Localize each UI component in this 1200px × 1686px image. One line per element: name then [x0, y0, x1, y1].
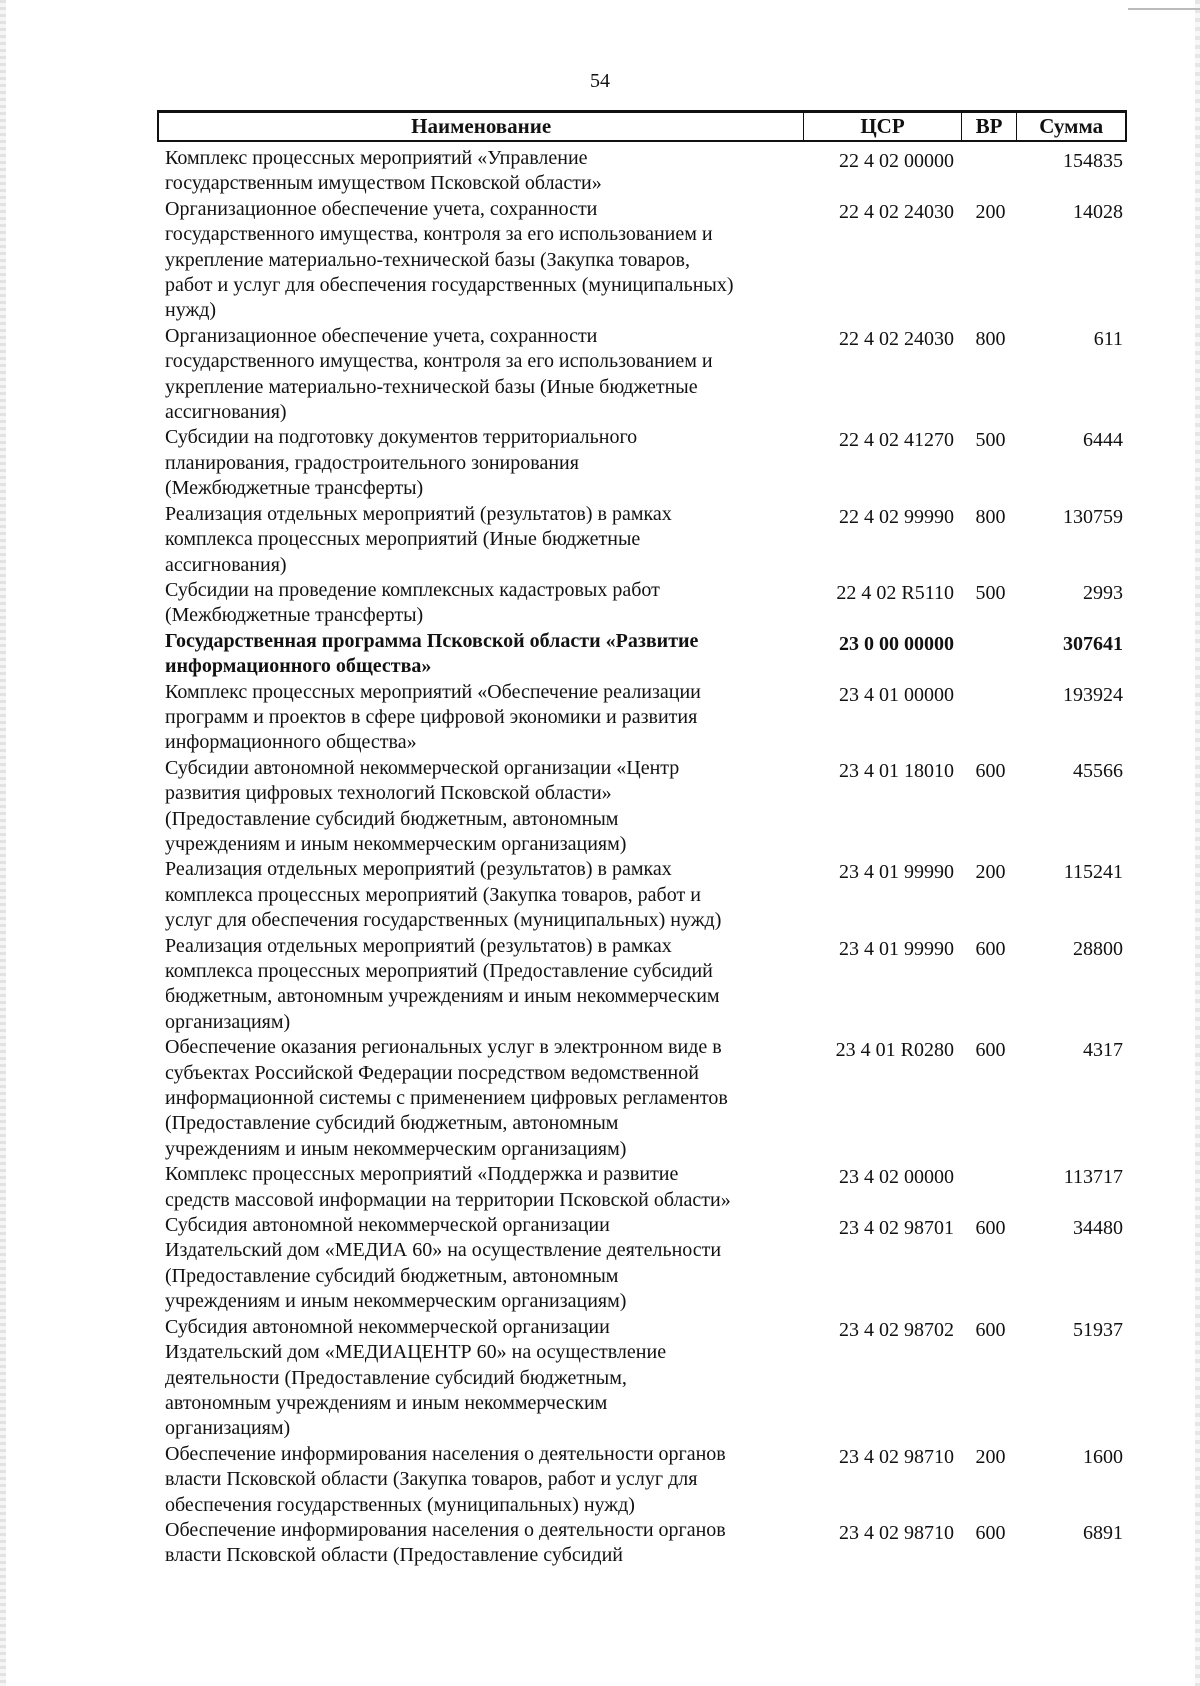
row-sum: 51937: [1073, 1318, 1123, 1341]
row-csr: 22 4 02 24030: [839, 200, 954, 223]
row-name: Субсидия автономной некоммерческой организации Издательский дом «МЕДИАЦЕНТР 60» на осуществление деятельности (Предоставление субсидий бюджетным, автономным учреждениям и иным некоммерческим организациям): [165, 1315, 667, 1440]
row-vr: 800: [975, 327, 1006, 350]
table-row: [157, 1035, 1127, 1162]
row-vr: [962, 680, 1019, 756]
row-sum: 14028: [1073, 200, 1123, 223]
table-row: [157, 934, 1127, 1036]
row-vr: 200: [975, 200, 1006, 223]
row-vr: [962, 146, 1019, 197]
row-sum: 28800: [1073, 937, 1123, 960]
row-vr: 800: [975, 505, 1006, 528]
row-name: Организационное обеспечение учета, сохранности государственного имущества, контроля за его использованием и укрепление материально-технической базы (Закупка товаров, работ и услуг для обеспечения государственных (муниципальных) нужд): [165, 197, 734, 322]
row-vr: 600: [975, 1521, 1006, 1544]
row-csr: 23 4 01 99990: [839, 861, 954, 884]
scan-edge-right: [1195, 0, 1200, 1686]
table-row: [157, 1162, 1127, 1213]
row-name: Реализация отдельных мероприятий (результатов) в рамках комплекса процессных мероприятий (Предоставление субсидий бюджетным, автономным учреждениям и иным некоммерческим организациям): [165, 934, 720, 1033]
row-sum: 2993: [1083, 581, 1123, 604]
row-csr: 23 4 02 98710: [839, 1521, 954, 1544]
row-name: Реализация отдельных мероприятий (результатов) в рамках комплекса процессных мероприятий (Закупка товаров, работ и услуг для обеспечения государственных (муниципальных) нужд): [165, 858, 722, 932]
row-csr: 22 4 02 99990: [839, 505, 954, 528]
header-sum: Сумма: [1039, 114, 1104, 138]
row-name: Обеспечение оказания региональных услуг в электронном виде в субъектах Российской Федерации посредством ведомственной информационной системы с применением цифровых регламентов (Предоставление субсидий бюджетным, автономным учреждениям и иным некоммерческим организациям): [165, 1036, 728, 1160]
row-vr: 200: [975, 861, 1006, 884]
table-row: [157, 1213, 1127, 1315]
row-name: Комплекс процессных мероприятий «Обеспечение реализации программ и проектов в сфере цифровой экономики и развития информационного общества»: [165, 680, 701, 754]
row-vr: 600: [975, 1217, 1006, 1240]
table-row: [157, 756, 1127, 858]
row-vr: 500: [975, 581, 1006, 604]
row-csr: 23 4 01 00000: [839, 683, 954, 706]
row-sum: 6891: [1083, 1521, 1123, 1544]
row-vr: 200: [975, 1445, 1006, 1468]
scan-corner-mark: [1128, 8, 1200, 10]
row-csr: 23 4 01 R0280: [835, 1039, 954, 1062]
row-csr: 22 4 02 41270: [839, 429, 954, 452]
table-row: [157, 1442, 1127, 1518]
table-header: [157, 110, 1127, 142]
row-name: Субсидии на проведение комплексных кадастровых работ (Межбюджетные трансферты): [165, 578, 660, 627]
page-number: 54: [590, 70, 610, 92]
table-row: [157, 680, 1127, 756]
row-name: Обеспечение информирования населения о деятельности органов власти Псковской области (Закупка товаров, работ и услуг для обеспечения государственных (муниципальных) нужд): [165, 1442, 726, 1516]
row-vr: 500: [975, 429, 1006, 452]
row-name: Государственная программа Псковской области «Развитие информационного общества»: [165, 629, 699, 678]
row-vr: 600: [975, 937, 1006, 960]
row-sum: 307641: [1063, 632, 1123, 655]
scan-edge-left: [0, 0, 6, 1686]
row-sum: 45566: [1073, 759, 1123, 782]
row-sum: 6444: [1083, 429, 1123, 452]
row-name: Субсидия автономной некоммерческой организации Издательский дом «МЕДИА 60» на осуществление деятельности (Предоставление субсидий бюджетным, автономным учреждениям и иным некоммерческим организациям): [165, 1214, 722, 1313]
table-row: [157, 857, 1127, 933]
row-name: Субсидии автономной некоммерческой организации «Центр развития цифровых технологий Псковской области» (Предоставление субсидий бюджетным, автономным учреждениям и иным некоммерческим организациям): [165, 756, 680, 855]
row-sum: 154835: [1063, 150, 1123, 172]
row-csr: 23 4 02 98710: [839, 1445, 954, 1468]
row-sum: 4317: [1083, 1039, 1123, 1062]
row-vr: [962, 629, 1019, 680]
row-sum: 1600: [1083, 1445, 1123, 1468]
row-vr: [962, 1162, 1019, 1213]
row-sum: 34480: [1073, 1217, 1123, 1240]
row-csr: 23 4 02 00000: [839, 1166, 954, 1189]
row-name: Субсидии на подготовку документов территориального планирования, градостроительного зонирования (Межбюджетные трансферты): [165, 426, 638, 500]
row-name: Реализация отдельных мероприятий (результатов) в рамках комплекса процессных мероприятий (Иные бюджетные ассигнования): [165, 502, 672, 576]
table-row: [157, 197, 1127, 324]
header-name: Наименование: [159, 113, 804, 140]
table-row: [157, 578, 1127, 629]
table-row: [157, 1315, 1127, 1442]
row-name: Обеспечение информирования населения о деятельности органов власти Псковской области (Предоставление субсидий: [165, 1518, 726, 1567]
row-name: Комплекс процессных мероприятий «Управление государственным имуществом Псковской области»: [165, 147, 602, 195]
row-csr: 23 0 00 00000: [839, 632, 954, 655]
table-row: [157, 1518, 1127, 1569]
table-row-program: [157, 629, 1127, 680]
table-row: [157, 146, 1127, 197]
row-sum: 193924: [1063, 683, 1123, 706]
row-name: Организационное обеспечение учета, сохранности государственного имущества, контроля за его использованием и укрепление материально-технической базы (Иные бюджетные ассигнования): [165, 324, 713, 424]
table-row: [157, 324, 1127, 426]
row-sum: 113717: [1063, 1166, 1123, 1189]
row-csr: 22 4 02 24030: [839, 327, 954, 350]
header-csr: ЦСР: [804, 113, 961, 140]
row-csr: 22 4 02 00000: [839, 150, 954, 172]
table-row: [157, 425, 1127, 501]
row-sum: 115241: [1063, 861, 1123, 884]
table-body: [157, 146, 1127, 1569]
header-vr: ВР: [962, 113, 1018, 140]
row-csr: 23 4 02 98701: [839, 1217, 954, 1240]
row-csr: 23 4 02 98702: [839, 1318, 954, 1341]
row-csr: 22 4 02 R5110: [836, 581, 954, 604]
row-name: Комплекс процессных мероприятий «Поддержка и развитие средств массовой информации на территории Псковской области»: [165, 1163, 731, 1211]
table-row: [157, 502, 1127, 578]
row-csr: 23 4 01 18010: [839, 759, 954, 782]
row-sum: 130759: [1063, 505, 1123, 528]
row-vr: 600: [975, 759, 1006, 782]
row-csr: 23 4 01 99990: [839, 937, 954, 960]
row-vr: 600: [975, 1039, 1006, 1062]
row-sum: 611: [1093, 327, 1123, 350]
row-vr: 600: [975, 1318, 1006, 1341]
